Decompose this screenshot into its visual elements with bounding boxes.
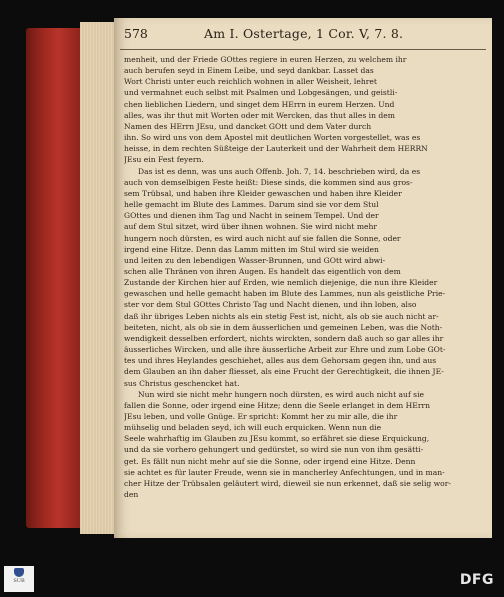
text-line: tes und ihres Heylandes geschiehet, alles aus dem Gehorsam gegen ihn, und aus: [124, 356, 437, 366]
text-line: wendigkeit desselben erfordert, nichts wirckten, sondern daß auch so gar alles ihr: [124, 333, 444, 343]
text-line: sus Christus geschencket hat.: [124, 378, 240, 388]
text-line: chen lieblichen Liedern, und singet dem HErrn in eurem Herzen. Und: [124, 99, 395, 109]
page-header: [124, 26, 484, 48]
text-line: äusserliches Wircken, und alle ihre äusserliche Arbeit zur Ehre und zum Lobe GOt-: [124, 345, 446, 355]
text-line: alles, was ihr thut mit Worten oder mit Wercken, das thut alles in dem: [124, 110, 395, 120]
text-line: gewaschen und helle gemacht haben im Blute des Lammes, nun als geistliche Prie-: [124, 289, 446, 299]
text-line: sie achtet es für lauter Freude, wenn sie in mancherley Anfechtungen, und in man-: [124, 467, 445, 477]
text-line: fallen die Sonne, oder irgend eine Hitze; denn die Seele erlanget in dem HErrn: [124, 400, 430, 410]
text-line: hungern noch dürsten, es wird auch nicht auf sie fallen die Sonne, oder: [124, 233, 401, 243]
text-line: und leiten zu den lebendigen Wasser-Brunnen, und GOtt wird abwi-: [124, 255, 386, 265]
text-line: Wort Christi unter euch reichlich wohnen in aller Weisheit, lehret: [124, 77, 377, 87]
text-line: heisse, in dem rechten Süßteige der Lauterkeit und der Wahrheit dem HERRN: [124, 144, 428, 154]
text-line: ster vor dem Stul GOttes Christo Tag und Nacht dienen, und ihn loben, also: [124, 300, 417, 310]
text-line: daß ihr übriges Leben nichts als ein stetig Fest ist, nicht, als ob sie auch nicht ar-: [124, 311, 439, 321]
text-line: cher Hitze der Trübsalen geläutert wird, dieweil sie nun erkennet, daß sie selig wor-: [124, 478, 451, 488]
text-line: Das ist es denn, was uns auch Offenb. Joh. 7, 14. beschrieben wird, da es: [138, 166, 421, 176]
text-line: beiteten, nicht, als ob sie in dem äusserlichen und gemeinen Leben, was die Noth-: [124, 322, 443, 332]
text-line: JEsu ein Fest feyern.: [124, 155, 204, 165]
text-line: mühselig und beladen seyd, ich will euch erquicken. Wenn nun die: [124, 423, 382, 433]
text-line: irgend eine Hitze. Denn das Lamm mitten im Stul wird sie weiden: [124, 244, 379, 254]
text-line: schen alle Thränen von ihren Augen. Es handelt das eigentlich von dem: [124, 266, 401, 276]
text-line: GOttes und dienen ihm Tag und Nacht in seinem Tempel. Und der: [124, 211, 379, 221]
text-line: auch berufen seyd in Einem Leibe, und seyd dankbar. Lasset das: [124, 66, 374, 76]
library-logo: [4, 566, 34, 592]
text-line: auch von demselbigen Feste heißt: Diese sinds, die kommen sind aus gros-: [124, 177, 413, 187]
text-line: den: [124, 490, 139, 500]
book-spread: [10, 18, 494, 538]
header-rule: [120, 49, 486, 50]
crest-icon: [14, 568, 24, 577]
page-number: 578: [124, 26, 148, 41]
text-line: Namen des HErrn JEsu, und dancket GOtt und dem Vater durch: [124, 121, 372, 131]
library-logo-text: SUB: [13, 578, 25, 584]
text-line: und vermahnet euch selbst mit Psalmen und Lobgesängen, und geistli-: [124, 88, 398, 98]
red-page-edge: [26, 28, 80, 528]
book-page: [114, 18, 492, 538]
text-line: helle gemacht im Blute des Lammes. Darum sind sie vor dem Stul: [124, 200, 379, 210]
text-line: Seele wahrhaftig im Glauben zu JEsu kommt, so erfähret sie diese Erquickung,: [124, 434, 430, 444]
text-line: sem Trübsal, und haben ihre Kleider gewaschen und haben ihre Kleider: [124, 188, 402, 198]
body-text: [124, 54, 486, 500]
dfg-logo: DFG: [459, 572, 494, 588]
text-line: menheit, und der Friede GOttes regiere in euren Herzen, zu welchem ihr: [124, 55, 407, 64]
text-line: dem Glauben an ihn daher fliesset, als eine Frucht der Gerechtigkeit, die ihnen JE-: [124, 367, 444, 377]
text-line: Nun wird sie nicht mehr hungern noch dürsten, es wird auch nicht auf sie: [138, 389, 424, 399]
text-line: ihn. So wird uns von dem Apostel mit deutlichen Worten vorgestellet, was es: [124, 133, 421, 143]
text-line: auf dem Stul sitzet, wird über ihnen wohnen. Sie wird nicht mehr: [124, 222, 378, 232]
text-line: JEsu leben, und volle Gnüge. Er spricht: Kommt her zu mir alle, die ihr: [124, 412, 398, 421]
text-line: und da sie vorhero gehungert und gedürstet, so wird sie nun von ihm gesätti-: [124, 445, 424, 455]
text-line: Zustande der Kirchen hier auf Erden, wie nemlich diejenige, die nun ihre Kleider: [124, 278, 438, 288]
running-head: Am I. Ostertage, 1 Cor. V, 7. 8.: [204, 26, 404, 41]
text-line: get. Es fällt nun nicht mehr auf sie die Sonne, oder irgend eine Hitze. Denn: [124, 456, 416, 466]
